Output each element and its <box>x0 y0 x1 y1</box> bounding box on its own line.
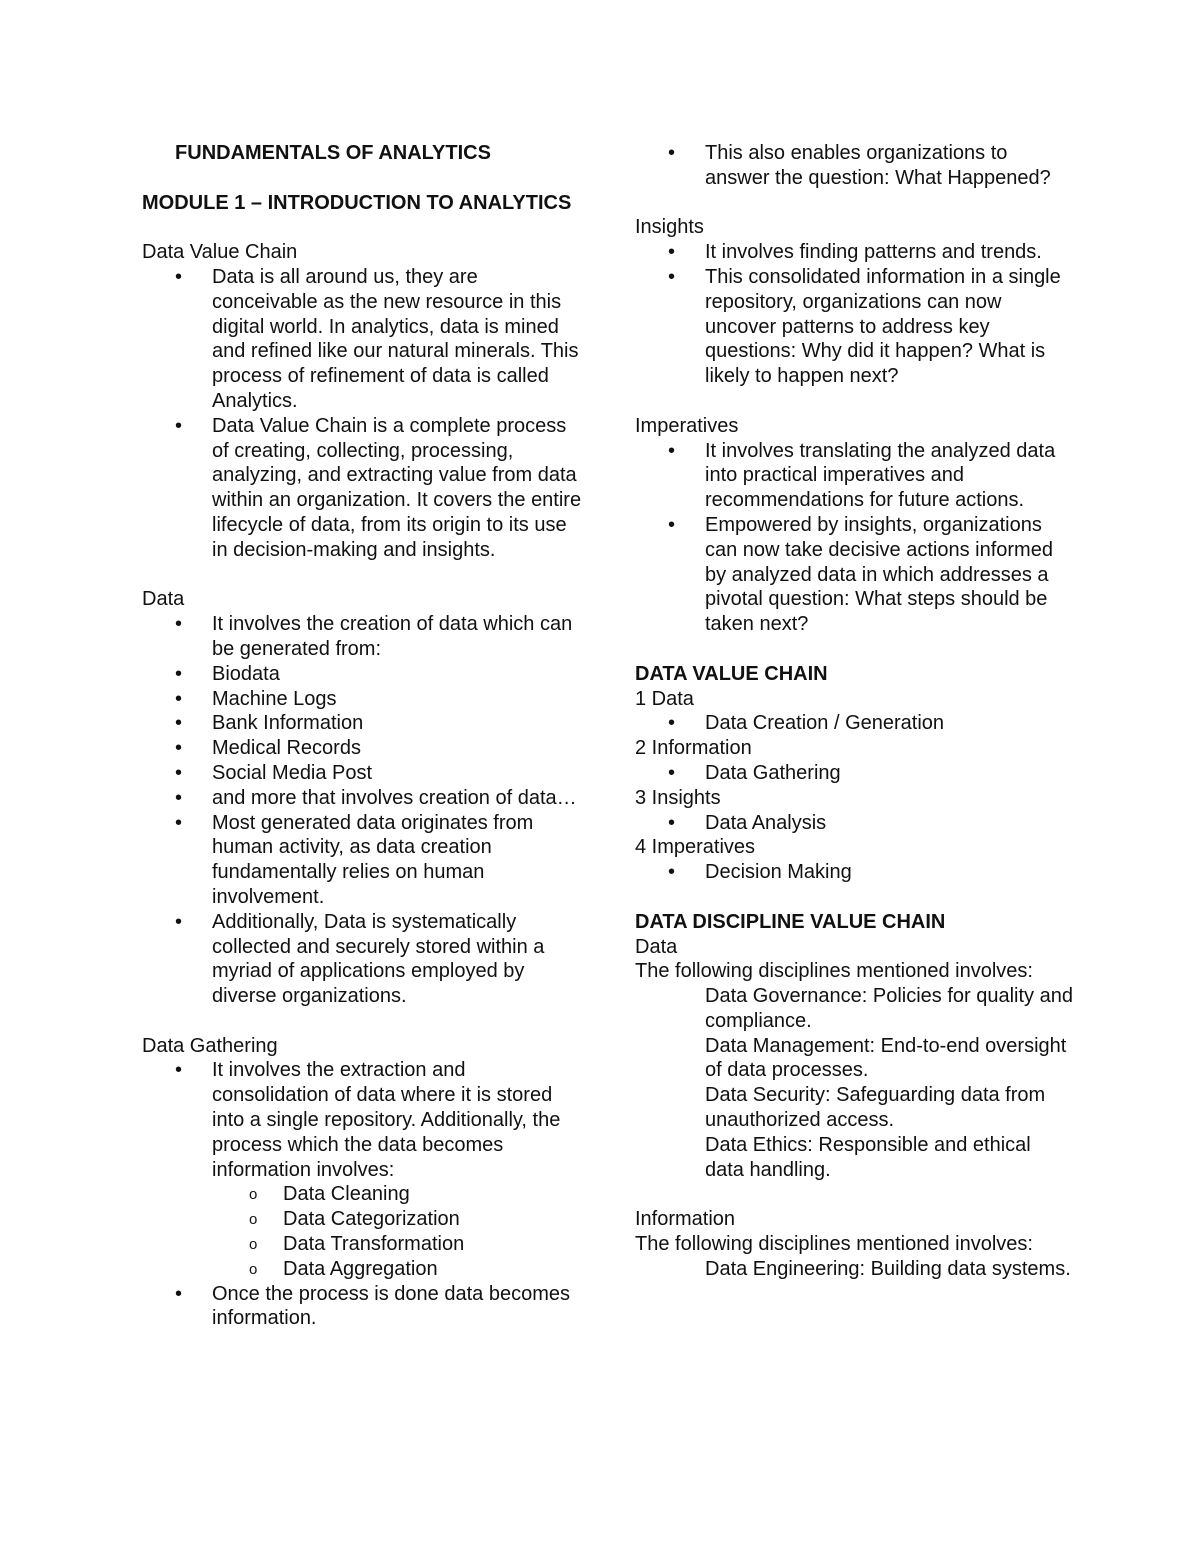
discipline-item: Data Governance: Policies for quality and compliance. <box>705 985 1073 1032</box>
sub-list-item: o Data Transformation <box>142 1232 582 1257</box>
step-label: 2 Information <box>635 737 752 760</box>
subsection-label-data: Data <box>635 935 678 958</box>
list-item: • It involves the creation of data which can be generated from: <box>142 612 582 662</box>
list-item: • Machine Logs <box>142 687 582 712</box>
subsection-intro: The following disciplines mentioned involves: <box>635 1233 1033 1256</box>
list-item: • This also enables organizations to answer the question: What Happened? <box>635 141 1075 191</box>
list-item: • Social Media Post <box>142 761 582 786</box>
list-item: • Data is all around us, they are conceivable as the new resource in this digital world. In analytics, data is mined and refined like our natural minerals. This process of refinement of data is called Analytics. <box>142 265 582 414</box>
step-label: 1 Data <box>635 687 694 710</box>
section-heading-data-value-chain-steps: DATA VALUE CHAIN <box>635 662 828 685</box>
section-heading-data-value-chain: Data Value Chain <box>142 241 298 264</box>
list-item: • Once the process is done data becomes information. <box>142 1282 582 1332</box>
step-item: • Data Gathering <box>635 761 1075 786</box>
list-item: • and more that involves creation of data… <box>142 786 582 811</box>
section-heading-data-gathering: Data Gathering <box>142 1034 278 1057</box>
document-title: FUNDAMENTALS OF ANALYTICS <box>175 142 491 164</box>
section-heading-data-discipline-value-chain: DATA DISCIPLINE VALUE CHAIN <box>635 910 946 933</box>
discipline-item: Data Security: Safeguarding data from unauthorized access. <box>705 1084 1046 1132</box>
section-heading-data: Data <box>142 588 185 611</box>
list-item: • Additionally, Data is systematically collected and securely stored within a myriad of applications employed by diverse organizations. <box>142 910 582 1009</box>
list-item: • Data Value Chain is a complete process of creating, collecting, processing, analyzing, and extracting value from data within an organization. It covers the entire lifecycle of data, from its origin to its use in decision-making and insights. <box>142 414 582 563</box>
step-item: • Decision Making <box>635 860 1075 885</box>
list-item: • Bank Information <box>142 711 582 736</box>
list-item: • Empowered by insights, organizations can now take decisive actions informed by analyzed data in which addresses a pivotal question: What steps should be taken next? <box>635 513 1075 637</box>
list-item: • Biodata <box>142 662 582 687</box>
section-heading-insights: Insights <box>635 216 704 239</box>
step-item: • Data Creation / Generation <box>635 711 1075 736</box>
sub-list-item: o Data Aggregation <box>142 1257 582 1282</box>
sub-list-item: o Data Categorization <box>142 1207 582 1232</box>
right-column <box>635 141 1075 1282</box>
subsection-intro: The following disciplines mentioned involves: <box>635 960 1033 983</box>
subsection-label-information: Information <box>635 1208 736 1231</box>
step-label: 3 Insights <box>635 786 721 809</box>
list-item: • Most generated data originates from human activity, as data creation fundamentally relies on human involvement. <box>142 811 582 910</box>
module-title: MODULE 1 – INTRODUCTION TO ANALYTICS <box>142 191 572 214</box>
list-item: • It involves translating the analyzed data into practical imperatives and recommendations for future actions. <box>635 439 1075 513</box>
discipline-item: Data Management: End-to-end oversight of data processes. <box>705 1034 1067 1082</box>
step-item: • Data Analysis <box>635 811 1075 836</box>
list-item: • Medical Records <box>142 736 582 761</box>
list-item: • This consolidated information in a single repository, organizations can now uncover patterns to address key questions: Why did it happen? What is likely to happen next? <box>635 265 1075 389</box>
list-item: • It involves the extraction and consolidation of data where it is stored into a single repository. Additionally, the process which the data becomes information involves: <box>142 1058 582 1182</box>
sub-list-item: o Data Cleaning <box>142 1182 582 1207</box>
list-item: • It involves finding patterns and trends. <box>635 240 1075 265</box>
section-heading-imperatives: Imperatives <box>635 414 739 437</box>
left-column <box>142 141 582 1331</box>
step-label: 4 Imperatives <box>635 836 756 859</box>
discipline-item: Data Engineering: Building data systems. <box>705 1257 1071 1280</box>
discipline-item: Data Ethics: Responsible and ethical data handling. <box>705 1133 1031 1181</box>
